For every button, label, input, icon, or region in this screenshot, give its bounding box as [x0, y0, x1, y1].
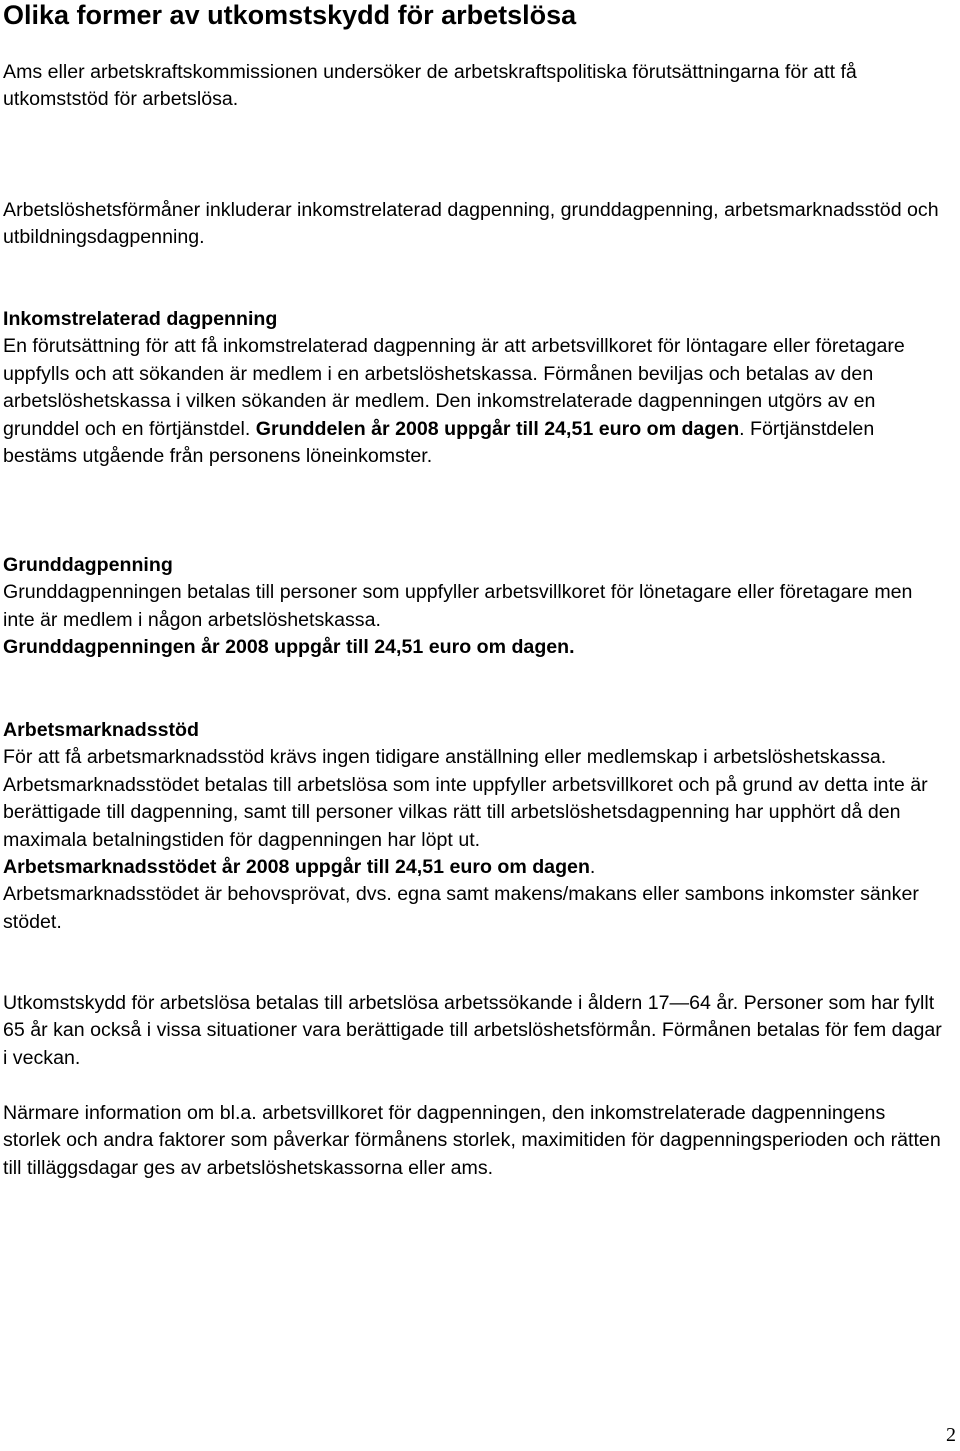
intro-text-2: Arbetslöshetsförmåner inkluderar inkomstrelaterad dagpenning, grunddagpenning, arbetsmarknadsstöd och utbildningsdagpenning. [3, 199, 939, 249]
utkomstskydd-text: Utkomstskydd för arbetslösa betalas till arbetslösa arbetssökande i åldern 17—64 år. Personer som har fyllt 65 år kan också i vissa situationer vara berättigade till arbetslöshetsförmån. Förmånen betalas för fem dagar i veckan. [3, 992, 942, 1069]
section-grunddagpenning [3, 552, 948, 662]
inkomst-text-2: . Förtjänstdelen bestäms utgående från personens löneinkomster. [3, 417, 875, 468]
intro-text-1: Ams eller arbetskraftskommissionen undersöker de arbetskraftspolitiska förutsättningarna för att få utkomststöd för arbetslösa. [3, 61, 857, 111]
arbets-bold: Arbetsmarknadsstödet år 2008 uppgår till 24,51 euro om dagen [3, 856, 590, 879]
page-number: 2 [946, 1424, 956, 1446]
section-body-inkomstrelaterad [3, 333, 948, 470]
arbets-text-3: Arbetsmarknadsstödet är behovsprövat, dvs. egna samt makens/makans eller sambons inkomster sänker stödet. [3, 883, 919, 933]
narmare-information-text: Närmare information om bl.a. arbetsvillkoret för dagpenningen, den inkomstrelaterade dagpenningens storlek och andra faktorer som påverkar förmånens storlek, maximitiden för dagpenningsperioden och rätten till tilläggsdagar ges av arbetslöshetskassorna eller ams. [3, 1102, 941, 1179]
section-arbetsmarknadsstod [3, 717, 948, 936]
section-body-grunddagpenning [3, 579, 948, 661]
grund-text-1: Grunddagpenningen betalas till personer som uppfyller arbetsvillkoret för lönetagare eller företagare men inte är medlem i någon arbetslöshetskassa. [3, 581, 913, 631]
inkomst-bold: Grunddelen år 2008 uppgår till 24,51 euro om dagen [255, 417, 740, 440]
intro-paragraph-1 [3, 59, 948, 114]
section-inkomstrelaterad [3, 306, 948, 470]
grund-bold: Grunddagpenningen år 2008 uppgår till 24,51 euro om dagen. [3, 636, 575, 659]
utkomstskydd-paragraph [3, 990, 948, 1072]
intro-paragraph-2 [3, 197, 948, 252]
section-body-arbetsmarknadsstod [3, 744, 948, 936]
section-heading-arbetsmarknadsstod: Arbetsmarknadsstöd [3, 719, 199, 741]
inkomst-text-1: En förutsättning för att få inkomstrelaterad dagpenning är att arbetsvillkoret för löntagare eller företagare uppfylls och att sökanden är medlem i en arbetslöshetskassa. Förmånen beviljas och betalas av den arbetslöshetskassa i vilken sökanden är medlem. Den inkomstrelaterade dagpenningen utgörs av en grunddel och en förtjänstdel. [3, 335, 905, 440]
arbets-text-2: . [589, 856, 596, 879]
section-heading-grunddagpenning: Grunddagpenning [3, 554, 173, 576]
page-title: Olika former av utkomstskydd för arbetslösa [3, 0, 577, 30]
narmare-information-paragraph [3, 1100, 948, 1182]
section-heading-inkomstrelaterad: Inkomstrelaterad dagpenning [3, 308, 278, 330]
arbets-text-1: För att få arbetsmarknadsstöd krävs ingen tidigare anställning eller medlemskap i arbetslöshetskassa. Arbetsmarknadsstödet betalas till arbetslösa som inte uppfyller arbetsvillkoret och på grund av detta inte är berättigade till dagpenning, samt till personer vilkas rätt till arbetslöshetsdagpenning har upphört då den maximala betalningstiden för dagpenningen har löpt ut. [3, 746, 928, 851]
